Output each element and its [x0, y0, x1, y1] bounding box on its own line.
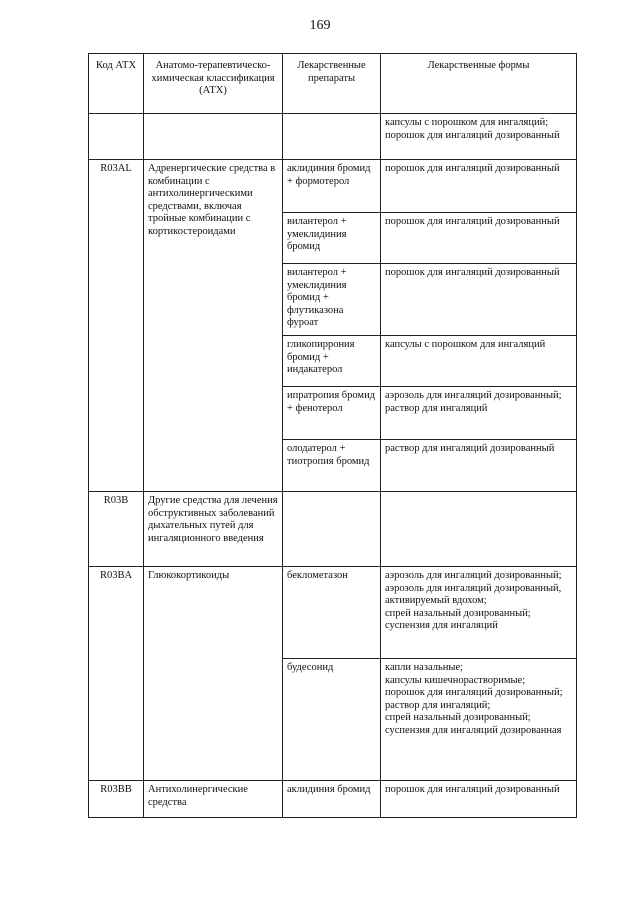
atx-classification-cell: Адренергические средства в комбинации с антихолинергическими средствами, включая тройные комбинации с кортикостероидами [144, 160, 283, 492]
dosage-form: капли назальные; [385, 662, 464, 673]
dosage-forms-cell [381, 440, 577, 492]
dosage-form: раствор для ингаляций дозированный [385, 443, 555, 454]
dosage-form: раствор для ингаляций [385, 402, 488, 414]
dosage-forms-cell [381, 213, 577, 264]
atx-classification-cell: Глюкокортикоиды [144, 567, 283, 781]
dosage-form: суспензия для ингаляций дозированная [385, 724, 562, 736]
dosage-form: аэрозоль для ингаляций дозированный, активируемый вдохом; [385, 582, 562, 606]
drug-cell: беклометазон [283, 567, 381, 659]
dosage-form: суспензия для ингаляций [385, 620, 498, 631]
drug-cell: ипратропия бромид + фенотерол [283, 387, 381, 440]
atx-classification-cell: Антихолинергические средства [144, 781, 283, 818]
table-row [89, 567, 577, 659]
drug-cell [283, 114, 381, 160]
atx-code-cell: R03AL [89, 160, 144, 492]
table-row [89, 114, 577, 160]
drug-cell: аклидиния бромид [283, 781, 381, 818]
dosage-forms-cell [381, 567, 577, 659]
dosage-form: порошок для ингаляций дозированный; [385, 687, 563, 698]
drug-cell: аклидиния бромид + формотерол [283, 160, 381, 213]
dosage-forms-cell [381, 114, 577, 160]
atx-code-cell: R03B [89, 492, 144, 567]
drug-cell [283, 492, 381, 567]
drug-cell: олодатерол + тиотропия бромид [283, 440, 381, 492]
drug-cell: вилантерол + умеклидиния бромид [283, 213, 381, 264]
dosage-forms-cell [381, 160, 577, 213]
atx-code-cell [89, 114, 144, 160]
drug-cell: будесонид [283, 659, 381, 781]
page-number: 169 [309, 18, 331, 33]
dosage-form: аэрозоль для ингаляций дозированный; [385, 390, 562, 401]
dosage-form: аэрозоль для ингаляций дозированный; [385, 570, 562, 581]
header-code: Код АТХ [89, 54, 144, 114]
dosage-form: капсулы с порошком для ингаляций [385, 339, 546, 350]
atx-table [88, 53, 577, 818]
dosage-form: порошок для ингаляций дозированный [385, 163, 560, 174]
atx-classification-cell [144, 114, 283, 160]
dosage-forms-cell [381, 492, 577, 567]
dosage-forms-cell [381, 659, 577, 781]
dosage-form: капсулы кишечнорастворимые; [385, 674, 526, 686]
header-forms: Лекарственные формы [381, 54, 577, 114]
dosage-forms-cell [381, 781, 577, 818]
atx-code-cell: R03BB [89, 781, 144, 818]
atx-code-cell: R03BA [89, 567, 144, 781]
atx-classification-cell: Другие средства для лечения обструктивных заболеваний дыхательных путей для ингаляционного введения [144, 492, 283, 567]
dosage-form: порошок для ингаляций дозированный [385, 129, 560, 141]
dosage-form: спрей назальный дозированный; [385, 712, 531, 723]
dosage-form: спрей назальный дозированный; [385, 607, 531, 619]
dosage-forms-cell [381, 387, 577, 440]
dosage-forms-cell [381, 264, 577, 336]
table-body [89, 114, 577, 818]
header-drugs: Лекарственные препараты [283, 54, 381, 114]
dosage-form: капсулы с порошком для ингаляций; [385, 117, 549, 128]
dosage-form: порошок для ингаляций дозированный [385, 784, 560, 795]
table-row [89, 781, 577, 818]
table-row [89, 160, 577, 213]
dosage-form: порошок для ингаляций дозированный [385, 267, 560, 278]
table-row [89, 492, 577, 567]
header-classification: Анатомо-терапевтическо-химическая классификация (АТХ) [144, 54, 283, 114]
drug-cell: вилантерол + умеклидиния бромид + флутиказона фуроат [283, 264, 381, 336]
drug-cell: гликопиррония бромид + индакатерол [283, 336, 381, 387]
dosage-form: раствор для ингаляций; [385, 699, 491, 711]
dosage-forms-cell [381, 336, 577, 387]
table-header-row [89, 54, 577, 114]
dosage-form: порошок для ингаляций дозированный [385, 216, 560, 227]
